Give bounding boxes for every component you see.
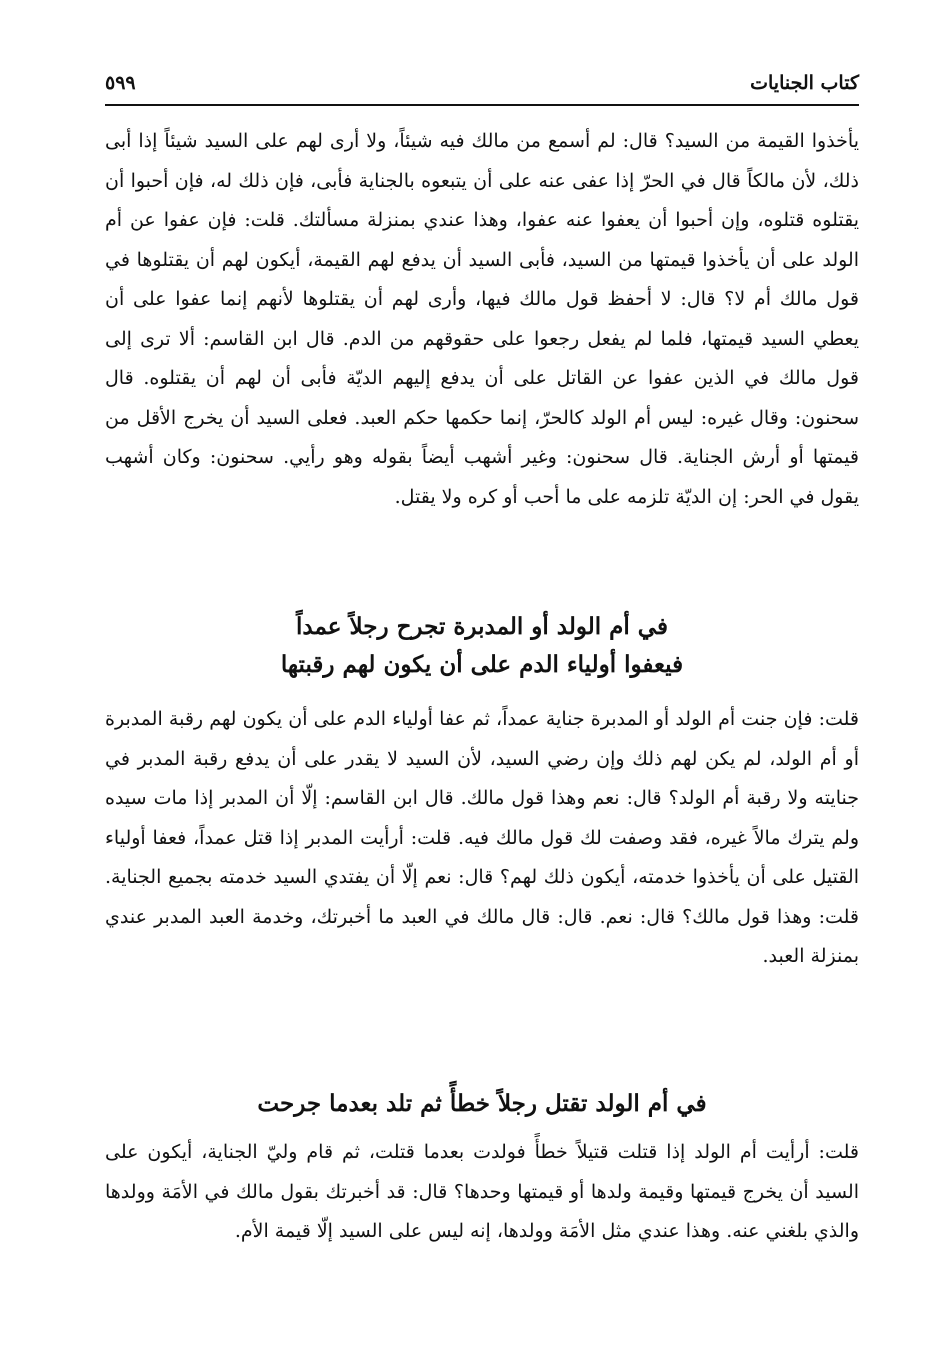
page-number: ٥٩٩ [105, 72, 136, 94]
book-title: كتاب الجنايات [750, 72, 859, 94]
chapter-heading-3 [105, 1085, 859, 1123]
header-rule [105, 104, 859, 106]
paragraph-1: يأخذوا القيمة من السيد؟ قال: لم أسمع من مالك فيه شيئاً، ولا أرى لهم على السيد شيئاً إذا أبى ذلك، لأن مالكاً قال في الحرّ إذا عفى عنه على أن يتبعوه بالجناية فأبى، فإن ذلك له، فإن أحبوا أن يقتلوه قتلوه، وإن أحبوا أن يعفوا عنه عفوا، وهذا عندي بمنزلة مسألتك. قلت: فإن عفوا عن أم الولد على أن يأخذوا قيمتها من السيد، فأبى السيد أن يدفع لهم القيمة، أيكون لهم أن يقتلوها في قول مالك أم لا؟ قال: لا أحفظ قول مالك فيها، وأرى لهم أن يقتلوها لأنهم إنما عفوا على أن يعطي السيد قيمتها، فلما لم يفعل رجعوا على حقوقهم من الدم. قال ابن القاسم: ألا ترى إلى قول مالك في الذين عفوا عن القاتل على أن يدفع إليهم الديّة فأبى أن لهم أن يقتلوه. قال سحنون: وقال غيره: ليس أم الولد كالحرّ، إنما حكمها حكم العبد. فعلى السيد أن يخرج الأقل من قيمتها أو أرش الجناية. قال سحنون: وغير أشهب أيضاً بقوله وهو رأيي. سحنون: وكان أشهب يقول في الحر: إن الديّة تلزمه على ما أحب أو كره ولا يقتل. [105, 130, 859, 508]
section-1 [105, 122, 859, 517]
section-2 [105, 700, 859, 977]
heading-line-1: في أم الولد أو المدبرة تجرح رجلاً عمداً [296, 613, 668, 640]
heading-line-1: في أم الولد تقتل رجلاً خطأً ثم تلد بعدما جرحت [257, 1090, 707, 1117]
paragraph-3: قلت: أرأيت أم الولد إذا قتلت قتيلاً خطأً فولدت بعدما قتلت، ثم قام وليّ الجناية، أيكون على السيد أن يخرج قيمتها وقيمة ولدها أو قيمتها وحدها؟ قال: قد أخبرتك بقول مالك في الأمَة وولدها والذي بلغني عنه. وهذا عندي مثل الأمَة وولدها، إنه ليس على السيد إلّا قيمة الأم. [105, 1141, 859, 1242]
section-3 [105, 1133, 859, 1252]
heading-line-2: فيعفوا أولياء الدم على أن يكون لهم رقبتها [280, 651, 684, 678]
section-2-heading [105, 608, 859, 684]
chapter-heading-2 [105, 608, 859, 684]
paragraph-2: قلت: فإن جنت أم الولد أو المدبرة جناية عمداً، ثم عفا أولياء الدم على أن يكون لهم رقبة المدبرة أو أم الولد، لم يكن لهم ذلك وإن رضي السيد، لأن السيد لا يقدر على أن يدفع رقبة المدبر في جنايته ولا رقبة أم الولد؟ قال: نعم وهذا قول مالك. قال ابن القاسم: إلّا أن المدبر إذا مات سيده ولم يترك مالاً غيره، فقد وصفت لك قول مالك فيه. قلت: أرأيت المدبر إذا قتل عمداً، فعفا أولياء القتيل على أن يأخذوا خدمته، أيكون ذلك لهم؟ قال: نعم إلّا أن يفتدي السيد خدمته بجميع الجناية. قلت: وهذا قول مالك؟ قال: نعم. قال: قال مالك في العبد ما أخبرتك، وخدمة العبد المدبر عندي بمنزلة العبد. [105, 708, 859, 967]
running-header [105, 68, 859, 98]
section-3-heading [105, 1085, 859, 1123]
